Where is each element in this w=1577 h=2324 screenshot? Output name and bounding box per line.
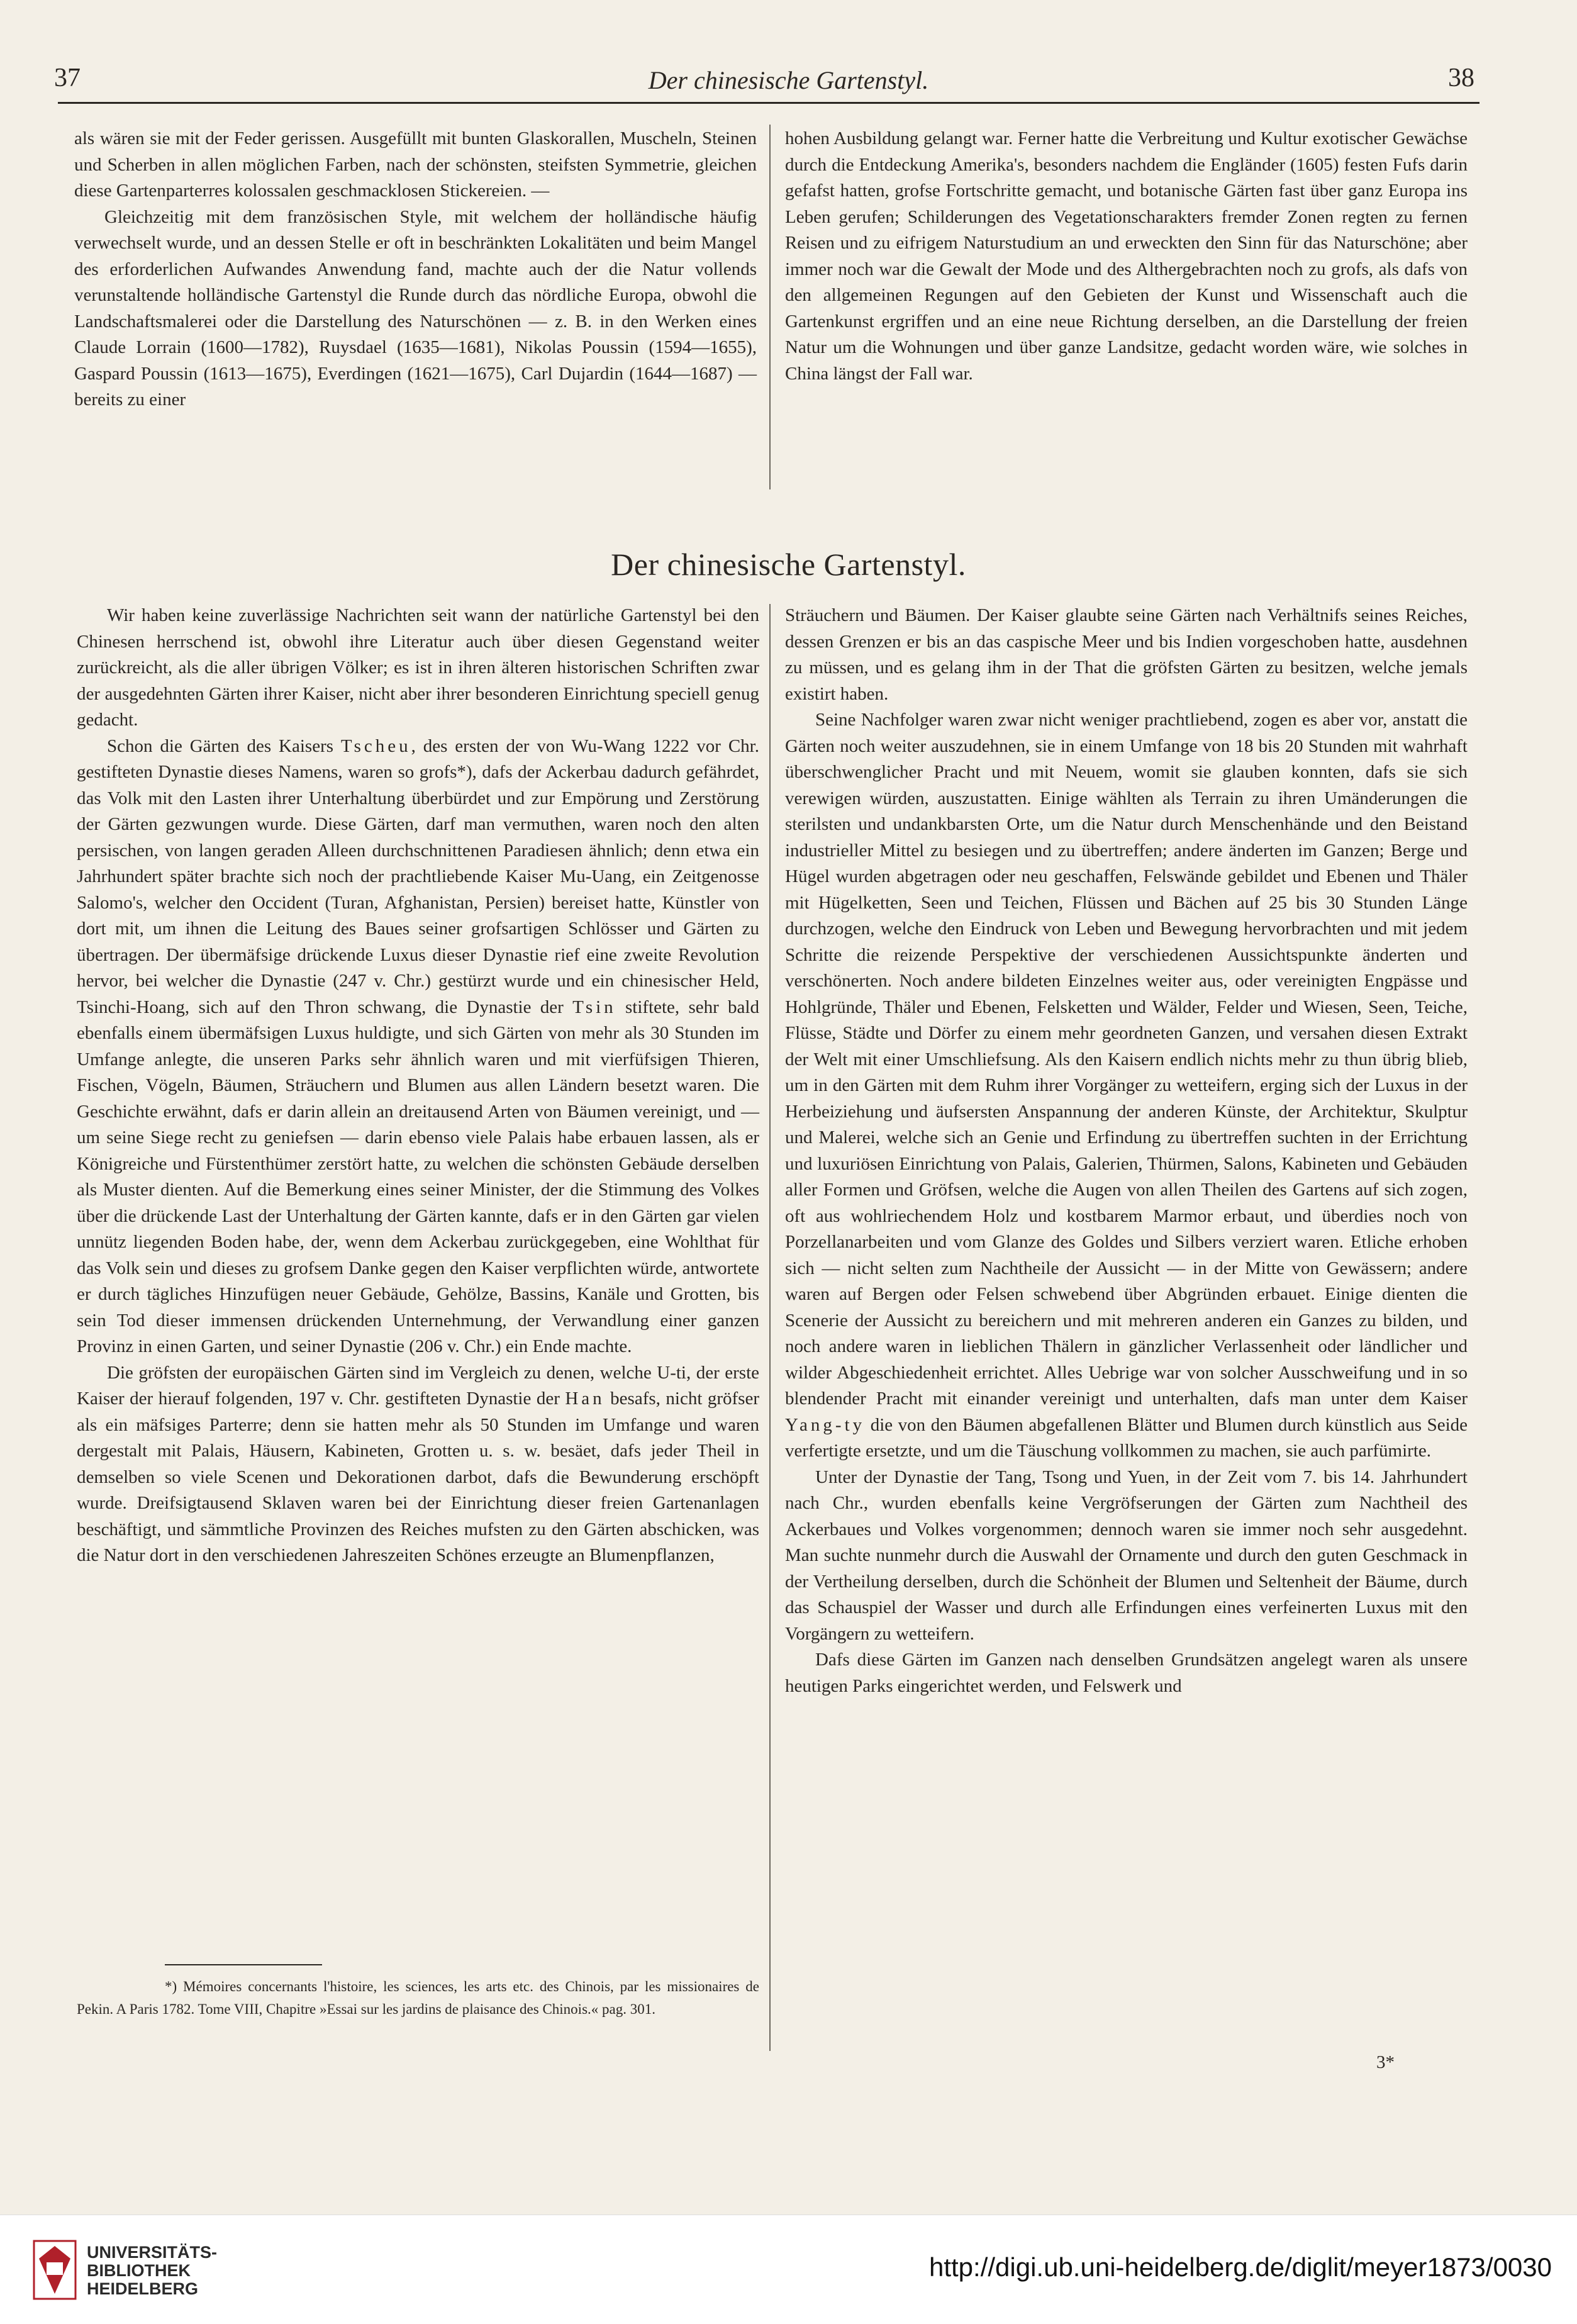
text-run: die von den Bäumen abgefallenen Blätter und Blumen durch künstlich aus Seide verfertigte ersetzte, und um die Täuschung vollkommen zu machen, sie auch parfümirte. xyxy=(785,1414,1468,1461)
text-run: Seine Nachfolger waren zwar nicht weniger prachtliebend, zogen es aber vor, anstatt die Gärten noch weiter auszudehnen, sie in einem Umfange von 18 bis 20 Stunden mit wahrhaft überschwenglicher Pracht und mit Neuem, womit sie glauben konnten, dafs sie sich verewigen würden, auszustatten. Einige wählten als Terrain zu ihren Umänderungen die sterilsten und undankbarsten Orte, um die Natur durch Menschenhände und den Beistand industrieller Mittel zu besiegen und zu übertreffen; andere änderten im Ganzen; Berge und Hügel wurden abgetragen oder neu geschaffen, Felswände gebildet und Ebenen und Thäler mit Hügelketten, Seen und Teichen, Flüssen und Bächen auf 25 bis 30 Stunden Länge durchzogen, welche den Eindruck von Leben und Bewegung hervorbrachten und mit jedem Schritte die reizende Perspektive der verschiedenen Aussichtspunkte änderten und verschönerten. Noch andere bildeten Einzelnes weiter aus, oder vereinigten Engpässe und Hohlgründe, Thäler und Ebenen, Felsketten und Wälder, Felder und Wiesen, Seen, Teiche, Flüsse, Städte und Dörfer zu einem mehr geordneten Ganzen, und versahen diesen Extrakt der Welt mit einer Umschliefsung. Als den Kaisern endlich nichts mehr zu thun übrig blieb, um in den Gärten mit dem Ruhm ihrer Vorgänger zu wetteifern, erging sich der Luxus in der Herbeiziehung und äufsersten Anspannung der anderen Künste, der Architektur, Skulptur und Malerei, welche sich an Genie und Erfindung zu übertreffen suchten in der Errichtung und luxuriösen Einrichtung von Palais, Galerien, Thürmen, Salons, Kabineten und Gebäuden aller Formen und Gröfsen, welche die Augen von allen Theilen des Gartens auf sich zogen, oft aus wohlriechendem Holz und kostbarem Marmor erbaut, und überdies noch von Porzellanarbeiten und vom Glanze des Goldes und Silbers verziert waren. Etliche erhoben sich — nicht selten zum Nachtheile der Aussicht — in der Mitte von Gewässern; andere waren auf Bergen oder Felsen schwebend über Abgründen erbauet. Einige dienten die Scenerie der Aussicht zu bereichern und mit mehreren anderen ein Ganzes zu bilden, und noch andere waren in lieblichen Thälern in gänzlicher Verlassenheit oder ländlicher und wilder Abgeschiedenheit errichtet. Alles Uebrige war von solcher Ausschweifung und in so blendender Pracht mit einander vereinigt und unterhalten, dafs man unter dem Kaiser xyxy=(785,710,1468,1409)
dynasty-name: Tsin xyxy=(572,997,616,1017)
emperor-name: Yang-ty xyxy=(785,1414,866,1435)
column-divider xyxy=(769,125,771,489)
paragraph xyxy=(785,707,1468,1465)
section-title: Der chinesische Gartenstyl. xyxy=(611,547,966,582)
emperor-name: Tscheu xyxy=(340,735,411,756)
paragraph: Gleichzeitig mit dem französischen Style, mit welchem der holländische häufig verwechselt wurde, und an dessen Stelle er oft in beschränkten Lokalitäten und beim Mangel des erforderlichen Aufwandes Anwendung fand, machte auch der die Natur vollends verunstaltende holländische Gartenstyl die Runde durch das nördliche Europa, obwohl die Landschaftsmalerei oder die Darstellung des Naturschönen — z. B. in den Werken eines Claude Lorrain (1600—1782), Ruysdael (1635—1681), Nikolas Poussin (1594—1655), Gaspard Poussin (1613—1675), Everdingen (1621—1675), Carl Dujardin (1644—1687) — bereits zu einer xyxy=(74,206,757,410)
footnote-rule xyxy=(165,1964,322,1965)
footnote xyxy=(77,1975,759,2021)
paragraph: Sträuchern und Bäumen. Der Kaiser glaubte seine Gärten nach Verhältnifs seines Reiches, dessen Grenzen er bis an das caspische Meer und bis Indien vorgeschoben hatte, ausdehnen zu müssen, und es gelang ihm in der That die gröfsten Gärten zu besitzen, welche jemals existirt haben. xyxy=(785,605,1468,704)
top-left-column xyxy=(74,126,757,413)
paragraph xyxy=(77,1360,759,1569)
main-right-column xyxy=(785,603,1468,1699)
library-seal-icon xyxy=(33,2240,77,2300)
text-run: , des ersten der von Wu-Wang 1222 vor Chr. gestifteten Dynastie dieses Namens, waren so grofs*), dafs der Ackerbau dadurch gefährdet, das Volk mit den Lasten ihrer Unterhaltung überbürdet und zur Empörung und Zerstörung der Gärten gezwungen wurde. Diese Gärten, darf man vermuthen, waren noch den alten persischen, von langen geraden Alleen durchschnittenen Paradiesen ähnlich; denn etwa ein Jahrhundert später brachte sich noch der prachtliebende Kaiser Mu-Uang, ein Zeitgenosse Salomo's, welcher den Occident (Turan, Afghanistan, Persien) bereiset hatte, Künstler von dort mit, um ihnen die Leitung des Baues seiner grofsartigen Schlösser und Gärten zu übertragen. Der übermäfsige drückende Luxus dieser Dynastie rief eine zweite Revolution hervor, bei welcher die Dynastie (247 v. Chr.) gestürzt wurde und ein chinesischer Held, Tsinchi-Hoang, sich auf den Thron schwang, die Dynastie der xyxy=(77,735,759,1017)
paragraph: Unter der Dynastie der Tang, Tsong und Yuen, in der Zeit vom 7. bis 14. Jahrhundert nach Chr., wurden ebenfalls keine Vergröfserungen der Gärten zum Nachtheil des Ackerbaues und Volkes vorgenommen; dennoch waren sie immer noch sehr ausgedehnt. Man suchte nunmehr durch die Auswahl der Ornamente und durch den guten Geschmack in der Vertheilung derselben, durch die Schönheit der Blumen und Seltenheit der Bäume, durch das Schauspiel der Wasser und durch alle Erfindungen eines verfeinerten Luxus mit den Vorgängern zu wetteifern. xyxy=(785,1466,1468,1644)
permalink-url[interactable]: http://digi.ub.uni-heidelberg.de/diglit/meyer1873/0030 xyxy=(928,2252,1552,2282)
footnote-text: *) Mémoires concernants l'histoire, les sciences, les arts etc. des Chinois, par les missionaires de Pekin. A Paris 1782. Tome VIII, Chapitre »Essai sur les jardins de plaisance des Chinois.« pag. 301. xyxy=(77,1979,759,2017)
page-number-left: 37 xyxy=(54,64,81,92)
library-name-line: BIBLIOTHEK xyxy=(87,2261,191,2280)
text-run: stiftete, sehr bald ebenfalls einem übermäfsigen Luxus huldigte, und sich Gärten von mehr als 30 Stunden im Umfange anlegte, die unseren Parks sehr ähnlich waren und mit vierfüfsigen Thieren, Fischen, Vögeln, Bäumen, Sträuchern und Blumen aus allen Ländern besetzt waren. Die Geschichte erwähnt, dafs er darin allein an dreitausend Arten von Bäumen vereinigt, und — um seine Siege recht zu geniefsen — darin ebenso viele Palais habe erbauen lassen, als er Königreiche und Fürstenthümer zerstört hatte, zu welchen die schönsten Gebäude derselben als Muster dienten. Auf die Bemerkung eines seiner Minister, der die Stimmung des Volkes über die drückende Last der Unterhaltung der Gärten kannte, dafs er in den Gärten gar vielen unnütz liegenden Boden habe, der, wenn dem Ackerbau zurückgegeben, eine Wohlthat für das Volk sein und dieses zu grofsem Danke gegen den Kaiser verpflichten würde, antwortete er durch tägliches Hinzufügen neuer Gebäude, Gehölze, Bassins, Kanäle und Grotten, bis sein Tod dieser immensen drückenden Unternehmung, der Verwandlung einer ganzen Provinz in einen Garten, und seiner Dynastie (206 v. Chr.) ein Ende machte. xyxy=(77,997,759,1356)
paragraph: hohen Ausbildung gelangt war. Ferner hatte die Verbreitung und Kultur exotischer Gewächse durch die Entdeckung Amerika's, besonders nachdem die Engländer (1605) festen Fufs darin gefafst hatten, grofse Fortschritte gemacht, und botanische Gärten fast über ganz Europa ins Leben gerufen; Schilderungen des Vegetationscharakters fremder Zonen regten zu fernen Reisen und zu eifrigem Naturstudium an und erweckten den Sinn für das Naturschöne; aber immer noch war die Gewalt der Mode und des Althergebrachten noch zu grofs, als dafs von den allgemeinen Regungen auf den Gebieten der Kunst und Wissenschaft auch die Gartenkunst ergriffen und an eine neue Richtung derselben, an die Darstellung der freien Natur um die Wohnungen und über ganze Landsitze, gedacht worden wäre, wie solches in China längst der Fall war. xyxy=(785,128,1468,384)
library-name-line: HEIDELBERG xyxy=(87,2279,199,2298)
text-run: Schon die Gärten des Kaisers xyxy=(107,735,341,756)
paragraph xyxy=(77,734,759,1360)
dynasty-name: Han xyxy=(565,1388,605,1409)
running-title: Der chinesische Gartenstyl. xyxy=(648,66,929,94)
column-divider xyxy=(769,604,771,2051)
text-run: besafs, nicht gröfser als ein mäfsiges Parterre; denn sie hatten mehr als 50 Stunden im Umfange und waren dergestalt mit Palais, Häusern, Kabineten, Grotten u. s. w. besäet, dafs jeder Theil in demselben so viele Scenen und Dekorationen darbot, dafs die Bewunderung erschöpft wurde. Dreifsigtausend Sklaven waren bei der Einrichtung dieser freien Gartenanlagen beschäftigt, und sämmtliche Provinzen des Reiches mufsten zu den Gärten abschicken, was die Natur dort in den verschiedenen Jahreszeiten Schönes erzeugte an Blumenpflanzen, xyxy=(77,1388,759,1565)
top-right-column xyxy=(785,126,1468,387)
paragraph: Dafs diese Gärten im Ganzen nach denselben Grundsätzen angelegt waren als unsere heutigen Parks eingerichtet werden, und Felswerk und xyxy=(785,1650,1468,1696)
library-name xyxy=(87,2243,217,2298)
paragraph: Wir haben keine zuverlässige Nachrichten seit wann der natürliche Gartenstyl bei den Chinesen herrschend ist, obwohl ihre Literatur auch über diesen Gegenstand weiter zurückreicht, als die aller übrigen Völker; es ist in ihren älteren historischen Schriften zwar der ausgedehnten Gärten ihrer Kaiser, nicht aber ihrer besonderen Einrichtung speciell genug gedacht. xyxy=(77,605,759,730)
main-left-column xyxy=(77,603,759,1569)
paragraph: als wären sie mit der Feder gerissen. Ausgefüllt mit bunten Glaskorallen, Muscheln, Steinen und Scherben in allen möglichen Farben, nach der schönsten, steifsten Symmetrie, gleichen diese Gartenparterres kolossalen geschmacklosen Stickereien. — xyxy=(74,128,757,201)
library-name-line: UNIVERSITÄTS- xyxy=(87,2243,218,2262)
page-number-right: 38 xyxy=(1448,64,1474,92)
header-rule xyxy=(58,102,1479,104)
text-run: Die gröfsten der europäischen Gärten sind im Vergleich zu denen, welche U-ti, der erste Kaiser der hierauf folgenden, 197 v. Chr. gestifteten Dynastie der xyxy=(77,1362,759,1409)
signature-mark: 3* xyxy=(1376,2052,1395,2072)
